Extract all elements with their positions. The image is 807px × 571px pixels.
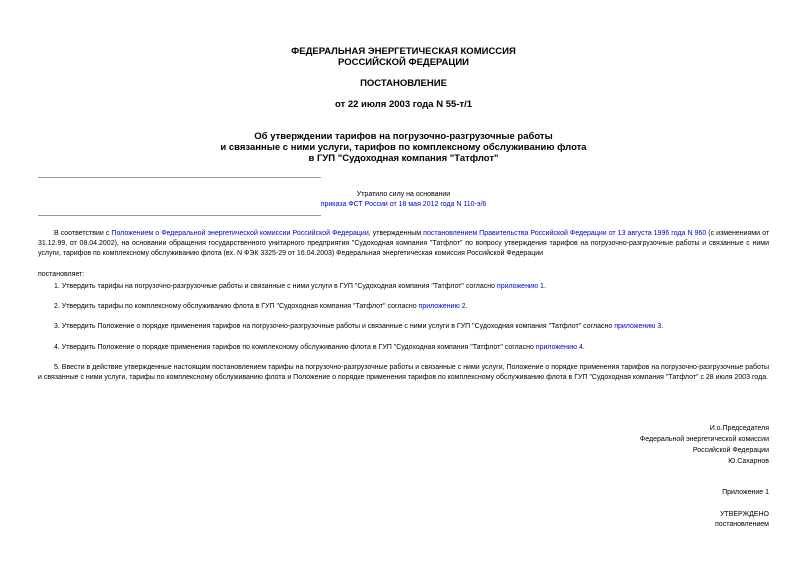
signature-agency: Федеральной энергетической комиссии [639,436,769,443]
approved-label: УТВЕРЖДЕНО [719,511,769,518]
signature-name: Ю.Сахарнов [728,458,769,465]
signature-title: И.о.Председателя [709,425,769,432]
document-title-line-3: в ГУП "Судоходная компания "Татфлот" [308,153,499,164]
item-1 [54,282,546,292]
document-title-line-2: и связанные с ними услуги, тарифов по комплексному обслуживанию флота [220,142,587,153]
item-3-end: . [661,323,664,330]
header-agency: ФЕДЕРАЛЬНАЯ ЭНЕРГЕТИЧЕСКАЯ КОМИССИЯ [291,46,516,57]
fek-regulation-link[interactable]: Положением о Федеральной энергетической комиссии Российской Федерации [111,230,369,237]
item-2-text: 2. Утвердить тарифы по комплексному обслуживанию флота в ГУП "Судоходная компания "Татфлот" согласно [54,303,419,310]
repeal-link-line [0,200,807,210]
appendix-2-link[interactable]: приложению 2 [418,303,466,310]
appendix-3-link[interactable]: приложению 3 [614,323,662,330]
resolves-label: постановляет: [38,271,85,278]
preamble-paragraph [38,229,769,259]
signature-country: Российской Федерации [692,447,769,454]
item-1-text: 1. Утвердить тарифы на погрузочно-разгрузочные работы и связанные с ними услуги в ГУП "Судоходная компания "Татфлот" согласно [54,283,497,290]
approved-by: постановлением [715,521,769,528]
preamble-text-2: , утвержденным [368,230,424,237]
item-1-end: . [543,283,546,290]
item-4-text: 4. Утвердить Положение о порядке применения тарифов по комплексному обслуживанию флота в ГУП "Судоходная компания "Татфлот" согласно [54,344,536,351]
appendix-1-link[interactable]: приложению 1 [496,283,544,290]
item-4 [54,343,585,353]
item-3-text: 3. Утвердить Положение о порядке применения тарифов на погрузочно-разгрузочные работы и связанные с ними услуги в ГУП "Судоходная компания "Татфлот" согласно [54,323,615,330]
divider-top [38,177,321,178]
appendix-label: Приложение 1 [722,489,769,496]
item-2-end: . [465,303,468,310]
preamble-text-1: В соответствии с [54,230,112,237]
item-2 [54,302,468,312]
document-type: ПОСТАНОВЛЕНИЕ [360,78,447,89]
appendix-4-link[interactable]: приложению 4 [535,344,583,351]
repeal-order-link[interactable]: приказа ФСТ России от 18 мая 2012 года N 110-э/6 [320,201,487,208]
item-4-end: . [582,344,585,351]
document-title-line-1: Об утверждении тарифов на погрузочно-разгрузочные работы [254,131,553,142]
preamble-text-3: (с изменениями от 31.12.99, от 08.04.2002), на основании обращения государственного унитарного предприятия "Судоходная компания "Татфлот" по вопросу утверждения тарифов на погрузочно-разгрузочные работы и связанные с ними услуги, тарифов по комплексному обслуживанию флота (вх. N ФЭК 3325-29 от 16.04.2003) Федеральная энергетическая комиссия Российской Федерации [38,230,770,257]
repeal-note: Утратило силу на основании [356,191,451,198]
header-country: РОССИЙСКОЙ ФЕДЕРАЦИИ [337,57,469,68]
item-3 [54,322,663,332]
document-date-number: от 22 июля 2003 года N 55-т/1 [334,99,473,110]
government-decree-link[interactable]: постановлением Правительства Российской Федерации от 13 августа 1996 года N 960 [423,230,707,237]
divider-bottom [38,215,321,216]
item-5: 5. Ввести в действие утвержденные настоящим постановлением тарифы на погрузочно-разгрузочные работы и связанные с ними услуги, Положение о порядке применения тарифов на погрузочно-разгрузочные работы и связанные с ними услуги, тарифы по комплексному обслуживанию флота и Положение о порядке применения тарифов по комплексному обслуживанию флота в ГУП "Судоходная компания "Татфлот" с 28 июля 2003 года. [38,364,770,381]
